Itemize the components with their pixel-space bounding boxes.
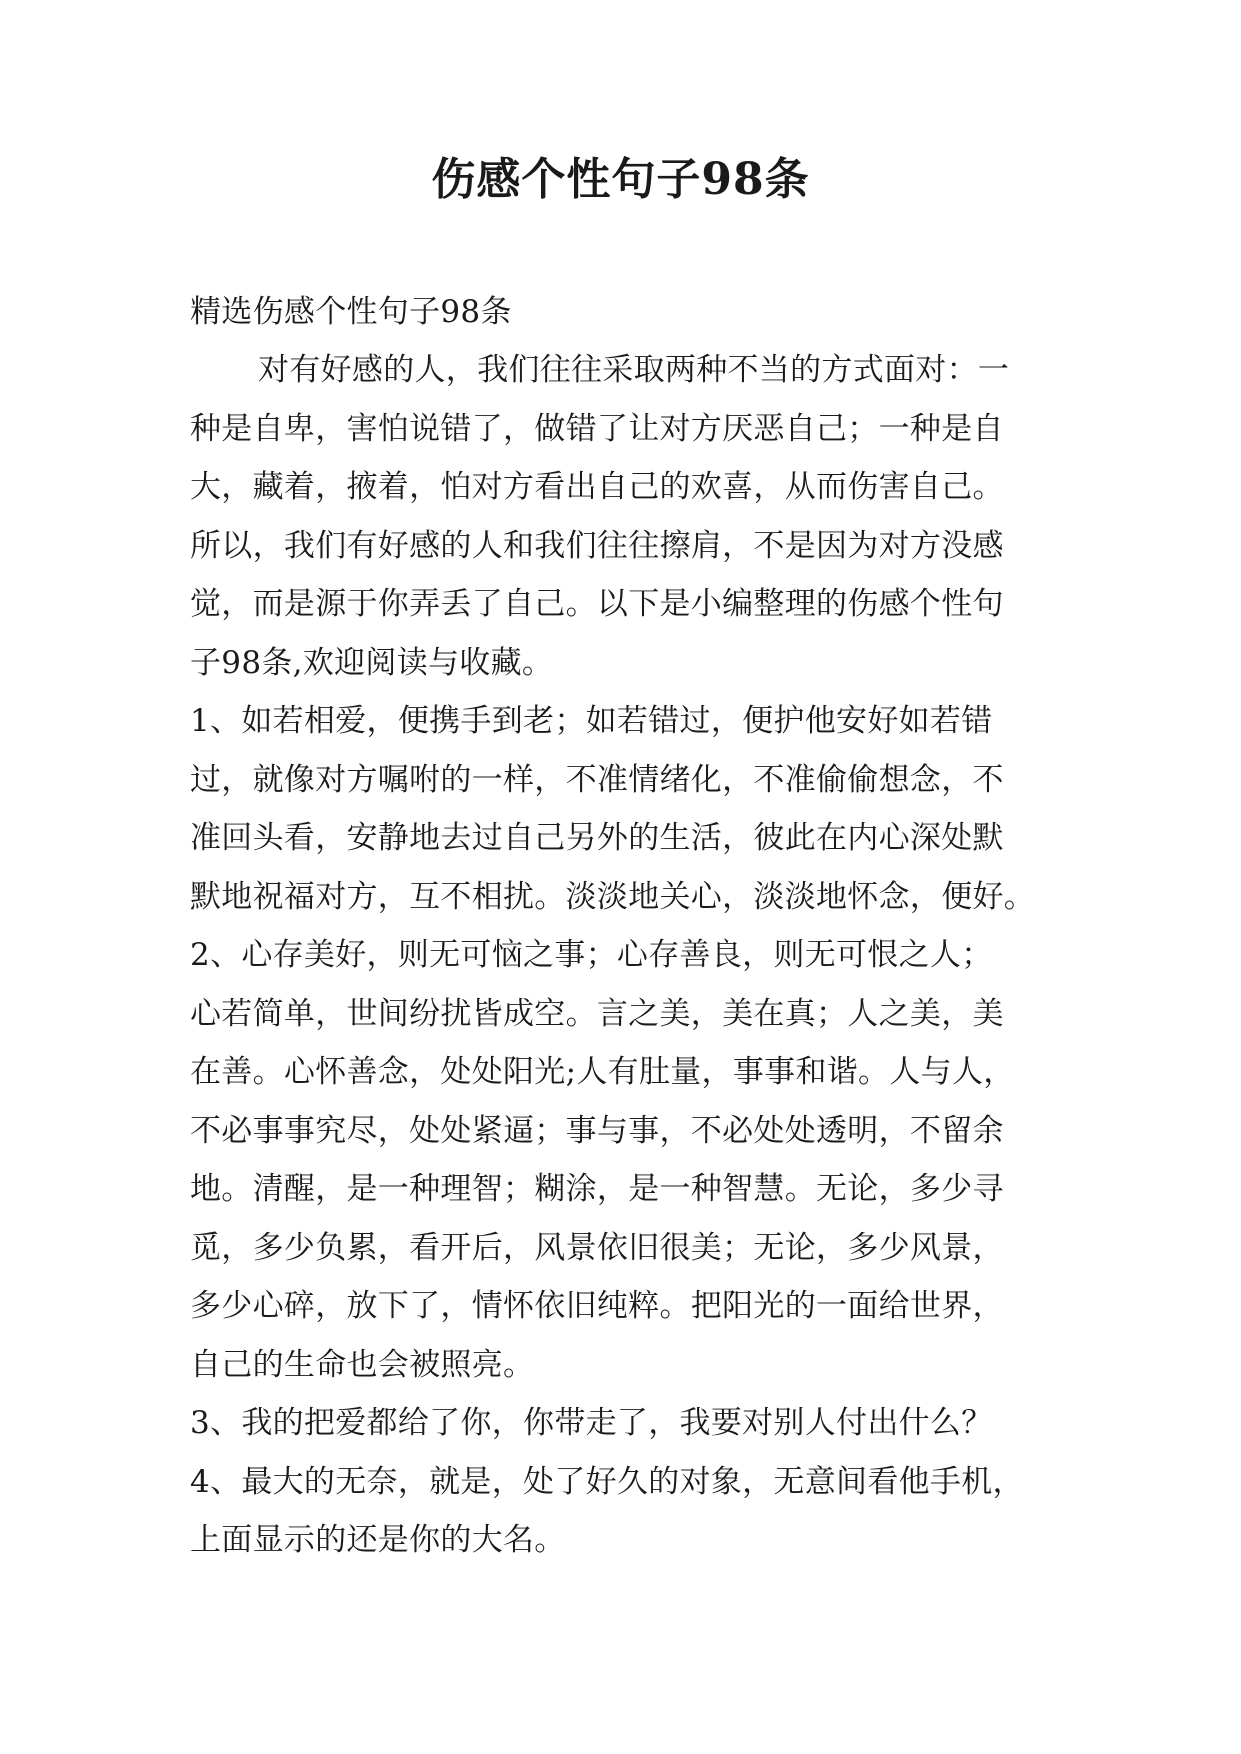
paragraph-line: 准回头看，安静地去过自己另外的生活，彼此在内心深处默	[190, 820, 1004, 856]
paragraph-line: 过，就像对方嘱咐的一样，不准情绪化，不准偷偷想念，不	[190, 761, 1004, 798]
paragraph-line: 对有好感的人，我们往往采取两种不当的方式面对：一	[258, 352, 1010, 388]
paragraph-line: 1、如若相爱，便携手到老；如若错过，便护他安好如若错	[190, 703, 993, 739]
paragraph-line: 觅，多少负累，看开后，风景依旧很美；无论，多少风景，	[190, 1229, 1004, 1266]
paragraph-line: 多少心碎，放下了，情怀依旧纯粹。把阳光的一面给世界，	[190, 1288, 1004, 1324]
list-item-4	[190, 1453, 1070, 1570]
paragraph-line: 在善。心怀善念，处处阳光;人有肚量，事事和谐。人与人，	[190, 1054, 1015, 1090]
intro-paragraph	[190, 341, 1070, 692]
paragraph-line: 觉，而是源于你弄丢了自己。以下是小编整理的伤感个性句	[190, 586, 1004, 622]
paragraph-line: 自己的生命也会被照亮。	[190, 1346, 535, 1383]
paragraph-line: 大，藏着，掖着，怕对方看出自己的欢喜，从而伤害自己。	[190, 469, 1004, 505]
paragraph-line: 心若简单，世间纷扰皆成空。言之美，美在真；人之美，美	[190, 995, 1004, 1032]
paragraph-line: 上面显示的还是你的大名。	[190, 1522, 566, 1558]
document-title: 伤感个性句子98条	[431, 154, 810, 205]
paragraph-line: 2、心存美好，则无可恼之事；心存善良，则无可恨之人；	[190, 937, 993, 973]
document-body	[190, 283, 1070, 1570]
list-item-1	[190, 692, 1070, 926]
paragraph-line: 默地祝福对方，互不相扰。淡淡地关心，淡淡地怀念，便好。	[190, 878, 1036, 915]
paragraph-line: 子98条,欢迎阅读与收藏。	[190, 644, 554, 681]
document-subtitle: 精选伤感个性句子98条	[190, 294, 512, 330]
paragraph-line: 3、我的把爱都给了你，你带走了，我要对别人付出什么？	[190, 1405, 993, 1441]
paragraph-line: 4、最大的无奈，就是，处了好久的对象，无意间看他手机，	[190, 1463, 1024, 1500]
list-item-2	[190, 926, 1070, 1394]
paragraph-line: 不必事事究尽，处处紧逼；事与事，不必处处透明，不留余	[190, 1112, 1004, 1149]
paragraph-line: 地。清醒，是一种理智；糊涂，是一种智慧。无论，多少寻	[190, 1171, 1004, 1207]
paragraph-line: 所以，我们有好感的人和我们往往擦肩，不是因为对方没感	[190, 527, 1004, 564]
list-item-3	[190, 1394, 1070, 1453]
paragraph-line: 种是自卑，害怕说错了，做错了让对方厌恶自己；一种是自	[190, 410, 1004, 447]
